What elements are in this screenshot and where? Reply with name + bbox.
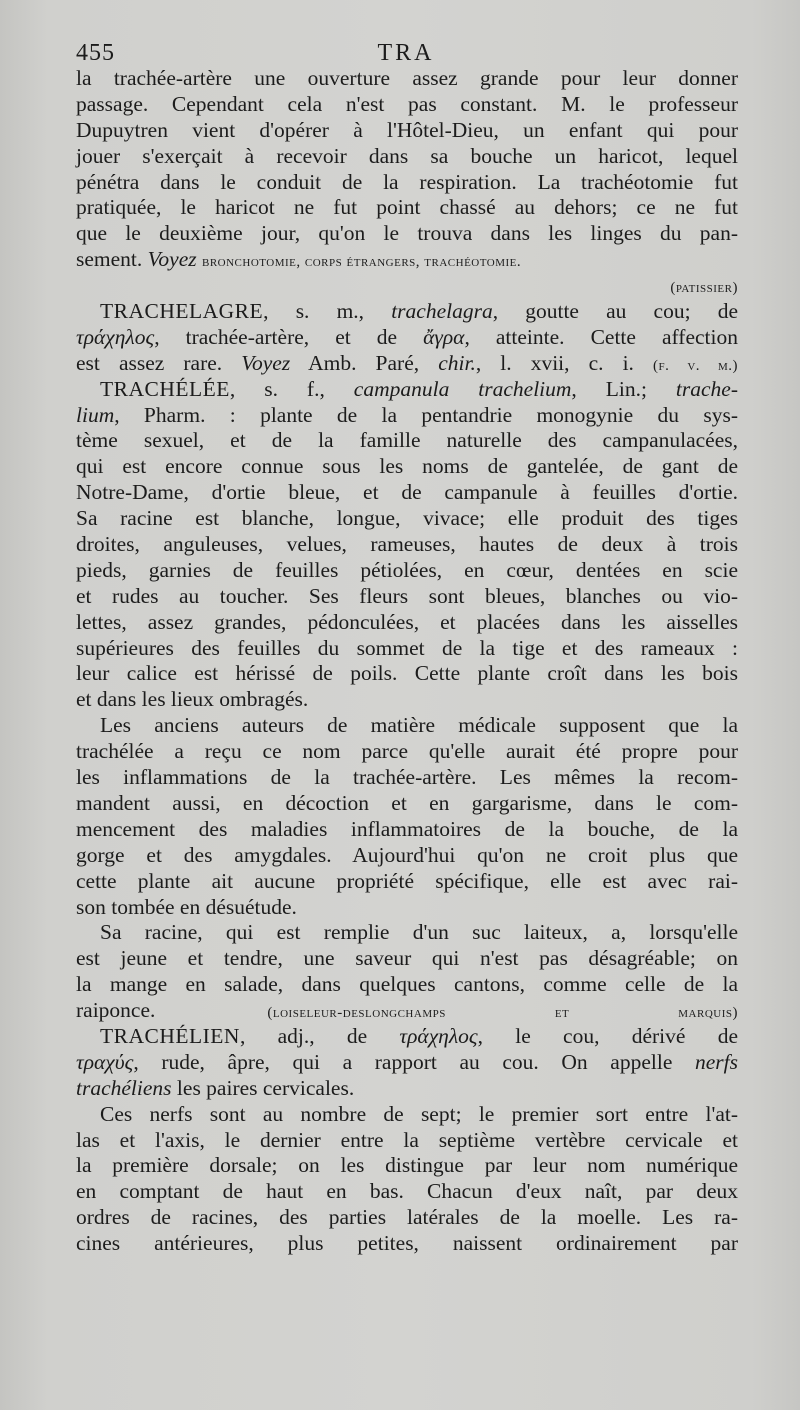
text-line [76, 739, 738, 765]
text-line [76, 610, 738, 636]
text-run: gorge et des amygdales. Aujourd'hui qu'on ne croit plus que [76, 842, 738, 867]
text-line [76, 636, 738, 662]
page-number: 455 [76, 40, 115, 66]
text-line [76, 403, 738, 429]
text-line [76, 1102, 738, 1128]
text-run: pieds, garnies de feuilles pétiolées, en cœur, dentées en scie [76, 557, 738, 582]
text-line [76, 946, 738, 972]
text-line [76, 1024, 738, 1050]
text-line [76, 843, 738, 869]
italic-text: campanula trachelium [353, 376, 572, 401]
text-line [76, 195, 738, 221]
text-run: , goutte au cou; de [492, 299, 738, 324]
text-run: droites, anguleuses, velues, rameuses, hautes de deux à trois [76, 532, 738, 557]
text-run: les paires cervicales. [171, 1075, 355, 1100]
italic-text: τράχηλος [76, 324, 155, 349]
text-line [76, 972, 738, 998]
text-line [76, 687, 738, 713]
text-run: , l. xvii, c. i. [475, 350, 654, 375]
running-head: TRA [377, 40, 435, 66]
text-run: mencement des maladies inflammatoires de la bouche, de la [76, 816, 738, 841]
text-line [76, 351, 738, 377]
small-caps-text: (f. v. m.) [653, 357, 738, 374]
text-line [76, 558, 738, 584]
text-line [76, 1128, 738, 1154]
text-run: , atteinte. Cette affection [464, 324, 738, 349]
text-run: raiponce. [76, 998, 156, 1023]
text-run: , s. m., [263, 299, 392, 324]
italic-text: τράχηλος [399, 1023, 478, 1048]
italic-text: trachelagra [391, 299, 493, 324]
text-line [76, 1076, 738, 1102]
text-line [76, 299, 738, 325]
text-run: Notre-Dame, d'ortie bleue, et de campanule à feuilles d'ortie. [76, 480, 738, 505]
text-run: las et l'axis, le dernier entre la septième vertèbre cervicale et [76, 1127, 738, 1152]
text-run: et dans les lieux ombragés. [76, 687, 309, 712]
text-line [76, 765, 738, 791]
text-line [76, 817, 738, 843]
text-run: , Lin.; [571, 376, 676, 401]
text-line [76, 144, 738, 170]
entry-headword: TRACHÉLÉE [100, 376, 230, 401]
text-run: ordres de racines, des parties latérales de la moelle. Les ra- [76, 1205, 738, 1230]
text-run: , adj., de [239, 1023, 400, 1048]
text-run: pénétra dans le conduit de la respiration. La trachéotomie fut [76, 169, 738, 194]
text-run: supérieures des feuilles du sommet de la tige et des rameaux : [76, 635, 738, 660]
text-line [76, 325, 738, 351]
text-run: sement. [76, 247, 148, 272]
text-line [76, 1179, 738, 1205]
italic-text: ἄγρα [423, 324, 465, 349]
text-line [76, 92, 738, 118]
italic-text: trachéliens [76, 1075, 172, 1100]
text-line [76, 920, 738, 946]
text-line [76, 428, 738, 454]
text-line [76, 1050, 738, 1076]
italic-text: Voyez [147, 247, 197, 272]
text-line [76, 661, 738, 687]
text-run: jouer s'exerçait à recevoir dans sa bouche un haricot, lequel [76, 143, 738, 168]
text-run: Amb. Paré, [290, 350, 439, 375]
text-line [76, 713, 738, 739]
text-run: est assez rare. [76, 350, 242, 375]
text-run: cines antérieures, plus petites, naissent ordinairement par [76, 1231, 738, 1256]
text-run: en comptant de haut en bas. Chacun d'eux naît, par deux [76, 1179, 738, 1204]
text-line [76, 1153, 738, 1179]
text-run: passage. Cependant cela n'est pas constant. M. le professeur [76, 91, 738, 116]
text-run: , Pharm. : plante de la pentandrie monogynie du sys- [114, 402, 738, 427]
text-line [76, 998, 738, 1024]
text-run: Sa racine est blanche, longue, vivace; elle produit des tiges [76, 506, 738, 531]
text-line [76, 532, 738, 558]
italic-text: Voyez [241, 350, 291, 375]
italic-text: trache- [675, 376, 738, 401]
text-line [76, 273, 738, 299]
text-run: qui est encore connue sous les noms de gantelée, de gant de [76, 454, 738, 479]
text-line [76, 170, 738, 196]
text-run: les inflammations de la trachée-artère. Les mêmes la recom- [76, 765, 738, 790]
text-line [76, 506, 738, 532]
small-caps-text: (patissier) [670, 280, 738, 297]
text-line [76, 247, 738, 273]
text-line [76, 221, 738, 247]
text-run: son tombée en désuétude. [76, 894, 297, 919]
text-run: Sa racine, qui est remplie d'un suc laiteux, a, lorsqu'elle [100, 920, 738, 945]
text-run: , rude, âpre, qui a rapport au cou. On appelle [133, 1049, 695, 1074]
text-line [76, 895, 738, 921]
italic-text: chir. [438, 350, 476, 375]
text-run: leur calice est hérissé de poils. Cette plante croît dans les bois [76, 661, 738, 686]
text-run: , s. f., [229, 376, 354, 401]
small-caps-text: bronchotomie, corps étrangers, trachéotomie. [201, 254, 522, 271]
text-line [76, 1205, 738, 1231]
text-line [76, 791, 738, 817]
text-run: Dupuytren vient d'opérer à l'Hôtel-Dieu, un enfant qui pour [76, 117, 738, 142]
text-run: tème sexuel, et de la famille naturelle des campanulacées, [76, 428, 738, 453]
text-run: mandent aussi, en décoction et en gargarisme, dans le com- [76, 790, 738, 815]
text-run: et rudes au toucher. Ses fleurs sont bleues, blanches ou vio- [76, 583, 738, 608]
text-line [76, 66, 738, 92]
text-run: Les anciens auteurs de matière médicale supposent que la [100, 713, 738, 738]
text-line [76, 869, 738, 895]
text-line [76, 480, 738, 506]
italic-text: nerfs [695, 1049, 738, 1074]
text-run: la mange en salade, dans quelques cantons, comme celle de la [76, 972, 738, 997]
small-caps-text: (loiseleur-deslongchamps et marquis) [267, 1005, 738, 1022]
text-run: lettes, assez grandes, pédonculées, et placées dans les aisselles [76, 609, 738, 634]
text-line [76, 584, 738, 610]
italic-text: lium [76, 402, 115, 427]
entry-headword: TRACHELAGRE [100, 299, 264, 324]
entry-headword: TRACHÉLIEN [100, 1023, 240, 1048]
text-run: cette plante ait aucune propriété spécifique, elle est avec rai- [76, 868, 738, 893]
text-run: trachélée a reçu ce nom parce qu'elle aurait été propre pour [76, 739, 738, 764]
text-line [76, 377, 738, 403]
text-line [76, 454, 738, 480]
text-line [76, 118, 738, 144]
text-run: que le deuxième jour, qu'on le trouva dans les linges du pan- [76, 221, 738, 246]
text-run: , trachée-artère, et de [154, 324, 424, 349]
text-run: la première dorsale; on les distingue par leur nom numérique [76, 1153, 738, 1178]
text-run: , le cou, dérivé de [477, 1023, 738, 1048]
italic-text: τραχύς [76, 1049, 134, 1074]
text-line [76, 1231, 738, 1257]
text-run: est jeune et tendre, une saveur qui n'est pas désagréable; on [76, 946, 738, 971]
text-run: la trachée-artère une ouverture assez grande pour leur donner [76, 66, 738, 90]
text-run: Ces nerfs sont au nombre de sept; le premier sort entre l'at- [100, 1101, 738, 1126]
text-run: pratiquée, le haricot ne fut point chassé au dehors; ce ne fut [76, 195, 738, 220]
body-text [76, 66, 738, 1257]
